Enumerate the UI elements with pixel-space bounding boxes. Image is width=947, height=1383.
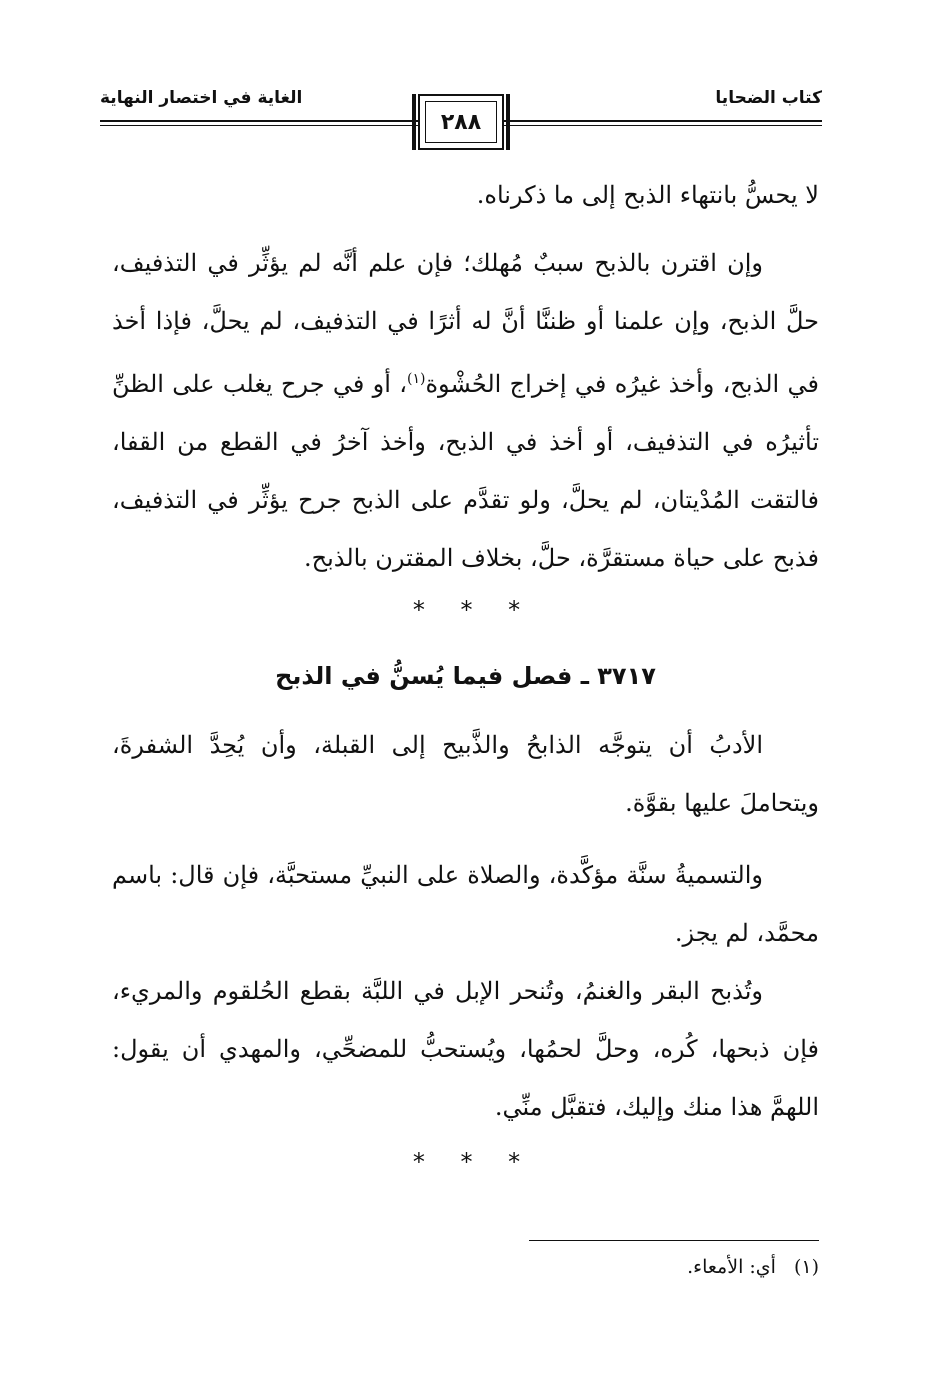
paragraph-block-1 [112, 234, 819, 587]
paragraph-tasmiya: والتسميةُ سنَّة مؤكَّدة، والصلاة على النبيِّ مستحبَّة، فإن قال: باسم محمَّد، لم يجز. [112, 861, 819, 947]
footnote-number: (١) [793, 1256, 819, 1278]
paragraph-text-rest: ، أو في جرح يغلب على الظنِّ تأثيرُه في التذفيف، أو أخذ في الذبح، وأخذ آخرُ في القطع من القفا، فالتقت المُدْيتان، لم يحلَّ، ولو تقدَّم على الذبح جرح يؤثِّر في التذفيف، فذبح على حياة مستقرَّة، حلَّ، بخلاف المقترن بالذبح. [112, 370, 819, 572]
page-header [100, 88, 822, 160]
page-number: ٢٨٨ [425, 101, 497, 143]
paragraph-etiquette: الأدبُ أن يتوجَّه الذابحُ والذَّبيح إلى القبلة، وأن يُحِدَّ الشفرةَ، ويتحاملَ عليها بقوَّة. [112, 731, 819, 817]
section-para-2-block [112, 846, 819, 962]
footnote-text: أي: الأمعاء. [687, 1256, 776, 1278]
section-heading: ٣٧١٧ ـ فصل فيما يُسنُّ في الذبح [275, 662, 656, 690]
section-para-1-block [112, 716, 819, 832]
paragraph-continuation: لا يحسُّ بانتهاء الذبح إلى ما ذكرناه. [476, 181, 819, 209]
frame-bar-right [506, 94, 510, 150]
section-separator: * * * [412, 596, 535, 624]
section-para-3-block [112, 962, 819, 1136]
page-number-frame [418, 94, 504, 150]
paragraph-mixed-cause [112, 234, 819, 587]
footnote [687, 1256, 819, 1278]
top-text-block [112, 166, 819, 224]
footnote-rule [529, 1240, 819, 1241]
footnote-ref: (١) [407, 371, 426, 387]
frame-bar-left [412, 94, 416, 150]
running-head-title: الغاية في اختصار النهاية [100, 88, 303, 108]
paragraph-slaughter: وتُذبح البقر والغنمُ، وتُنحر الإبل في اللبَّة بقطع الحُلقوم والمريء، فإن ذبحها، كُره، وحلَّ لحمُها، ويُستحبُّ للمضحِّي، والمهدي أن يقول: اللهمَّ هذا منك وإليك، فتقبَّل منِّي. [112, 977, 819, 1121]
running-head-section: كتاب الضحايا [715, 88, 822, 108]
section-separator-2: * * * [412, 1148, 535, 1176]
paragraph-text: وإن اقترن بالذبح سببٌ مُهلك؛ فإن علم أنَّه لم يؤثِّر في التذفيف، حلَّ الذبح، وإن علمنا أو ظننَّا أنَّ له أثرًا في التذفيف، لم يحلَّ، فإذا أخذ في الذبح، وأخذ غيرُه في إخراج الحُشْوة [112, 249, 819, 398]
